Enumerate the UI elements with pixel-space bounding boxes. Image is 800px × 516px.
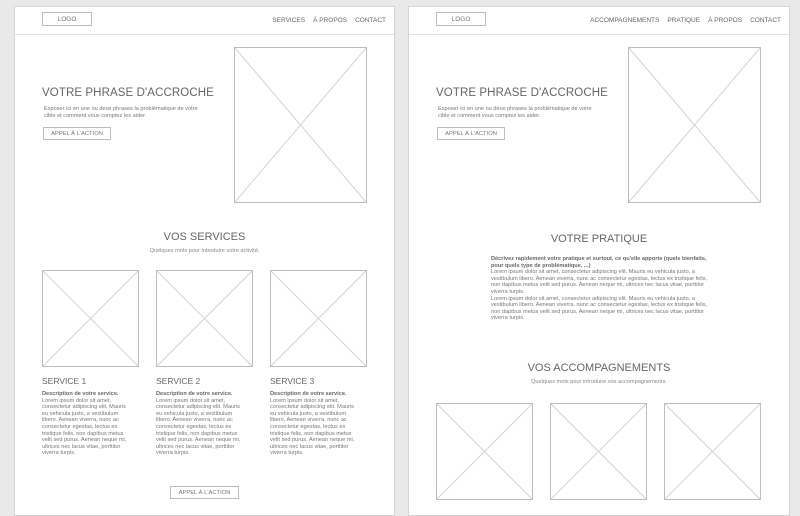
pratique-title: VOTRE PRATIQUE: [550, 233, 648, 245]
hero-title: VOTRE PHRASE D'ACCROCHE: [42, 87, 214, 99]
services-subtitle: Quelques mots pour introduire votre activité.: [149, 248, 260, 254]
nav-link-accompagnements[interactable]: ACCOMPAGNEMENTS: [590, 17, 660, 24]
service-2-description: [156, 391, 242, 457]
pratique-paragraph-1: Lorem ipsum dolor sit amet, consectetur adipiscing elit. Mauris eu vehicula justo, a vestibulum libero. Aenean viverra, nunc ac consectetur egestas, lectus ex tristique felis, non dapibus metus velit sed purus. Aenean neque mi, ultrices nec lacus vitae, porttitor viverra turpis.: [491, 269, 708, 295]
hero-title: VOTRE PHRASE D'ACCROCHE: [436, 87, 608, 99]
service-2-desc-text: Lorem ipsum dolor sit amet, consectetur adipiscing elit. Mauris eu vehicula justo, a vestibulum libero. Aenean viverra, nunc ac consectetur egestas, lectus ex tristique felis, non dapibus metus velit sed purus. Aenean neque mi, ultrices nec lacus vitae, porttitor viverra turpis.: [156, 397, 241, 457]
hero-text: Exposer ici en une ou deux phrases la problématique de votre cible et comment vous comptez les aider.: [44, 106, 198, 119]
service-3-desc-title: Description de votre service.: [270, 391, 347, 397]
header-bar: [409, 7, 789, 35]
main-nav: [590, 17, 789, 24]
nav-link-pratique[interactable]: PRATIQUE: [667, 17, 701, 24]
service-2-title: SERVICE 2: [156, 376, 201, 386]
nav-link-contact[interactable]: CONTACT: [355, 17, 386, 24]
service-2-image-placeholder: [156, 270, 253, 367]
accompagnement-1-image-placeholder: [436, 403, 533, 500]
accompagnements-subtitle: Quelques mots pour introduire vos accompagnements.: [531, 379, 667, 385]
accompagnement-2-image-placeholder: [550, 403, 647, 500]
service-3-image-placeholder: [270, 270, 367, 367]
nav-link-a-propos[interactable]: À PROPOS: [708, 17, 743, 24]
services-cta-button[interactable]: APPEL À L'ACTION: [170, 486, 239, 499]
hero-image-placeholder: [234, 47, 367, 203]
nav-link-services[interactable]: SERVICES: [272, 17, 306, 24]
hero-image-placeholder: [628, 47, 761, 203]
logo-placeholder[interactable]: [42, 12, 92, 26]
pratique-paragraph-2: Lorem ipsum dolor sit amet, consectetur adipiscing elit. Mauris eu vehicula justo, a vestibulum libero. Aenean viverra, nunc ac consectetur egestas, lectus ex tristique felis, non dapibus metus velit sed purus. Aenean neque mi, ultrices nec lacus vitae, porttitor viverra turpis.: [491, 295, 708, 322]
service-2-desc-title: Description de votre service.: [156, 391, 233, 397]
service-1-desc-text: Lorem ipsum dolor sit amet, consectetur adipiscing elit. Mauris eu vehicula justo, a vestibulum libero. Aenean viverra, nunc ac consectetur egestas, lectus ex tristique felis, non dapibus metus velit sed purus. Aenean neque mi, ultrices nec lacus vitae, porttitor viverra turpis.: [42, 397, 127, 457]
hero-text: Exposer ici en une ou deux phrases la problématique de votre cible et comment vous comptez les aider.: [438, 106, 592, 119]
logo-text: LOGO: [451, 15, 471, 23]
main-nav: [272, 17, 394, 24]
logo-placeholder[interactable]: [436, 12, 486, 26]
logo-text: LOGO: [57, 15, 77, 23]
hero-cta-button[interactable]: APPEL À L'ACTION: [43, 127, 111, 140]
wireframe-page-pratique: [408, 6, 790, 516]
service-3-title: SERVICE 3: [270, 376, 315, 386]
nav-link-contact[interactable]: CONTACT: [750, 17, 781, 24]
service-3-desc-text: Lorem ipsum dolor sit amet, consectetur adipiscing elit. Mauris eu vehicula justo, a vestibulum libero. Aenean viverra, nunc ac consectetur egestas, lectus ex tristique felis, non dapibus metus velit sed purus. Aenean neque mi, ultrices nec lacus vitae, porttitor viverra turpis.: [270, 397, 355, 457]
hero-cta-button[interactable]: APPEL À L'ACTION: [437, 127, 505, 140]
accompagnements-title: VOS ACCOMPAGNEMENTS: [527, 362, 671, 374]
pratique-lead: Décrivez rapidement votre pratique et surtout, ce qu'elle apporte (quels bienfaits, pour quels type de problématique, ...): [491, 256, 707, 269]
header-bar: [15, 7, 394, 35]
wireframe-page-services: [14, 6, 395, 516]
service-1-image-placeholder: [42, 270, 139, 367]
service-1-description: [42, 391, 128, 457]
pratique-text: [491, 256, 709, 322]
services-title: VOS SERVICES: [163, 231, 246, 243]
service-3-description: [270, 391, 356, 457]
service-1-desc-title: Description de votre service.: [42, 391, 119, 397]
nav-link-a-propos[interactable]: À PROPOS: [313, 17, 348, 24]
accompagnement-3-image-placeholder: [664, 403, 761, 500]
service-1-title: SERVICE 1: [42, 376, 87, 386]
